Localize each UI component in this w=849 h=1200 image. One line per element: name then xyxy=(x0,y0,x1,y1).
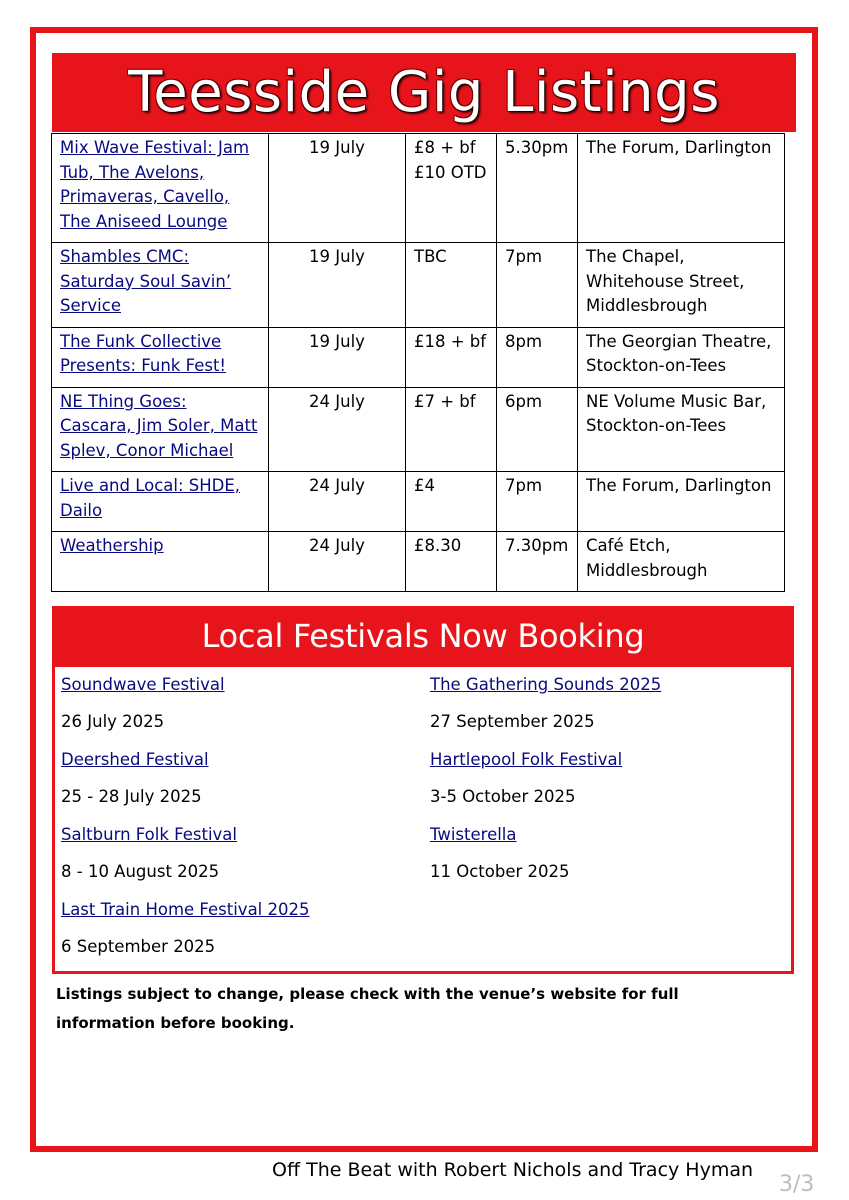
festivals-box xyxy=(52,664,794,974)
gig-venue: The Forum, Darlington xyxy=(578,472,785,532)
festivals-left-column xyxy=(61,667,411,967)
festival-link[interactable]: The Gathering Sounds 2025 xyxy=(430,675,662,694)
list-item xyxy=(430,667,790,742)
gig-price: £18 + bf xyxy=(406,327,497,387)
gig-event-link[interactable]: The Funk Collective Presents: Funk Fest! xyxy=(60,331,227,375)
gig-time: 5.30pm xyxy=(497,134,578,243)
table-row xyxy=(52,243,785,328)
list-item xyxy=(61,667,411,742)
gig-time: 7pm xyxy=(497,472,578,532)
table-row xyxy=(52,387,785,472)
disclaimer-text: Listings subject to change, please check with the venue’s website for full information before booking. xyxy=(56,985,679,1032)
gig-event-link[interactable]: Shambles CMC: Saturday Soul Savin’ Service xyxy=(60,247,232,315)
festivals-heading: Local Festivals Now Booking xyxy=(201,617,645,655)
list-item xyxy=(430,817,790,892)
festival-link[interactable]: Saltburn Folk Festival xyxy=(61,825,237,844)
table-row xyxy=(52,472,785,532)
festival-link[interactable]: Twisterella xyxy=(430,825,517,844)
gig-date: 24 July xyxy=(269,387,406,472)
page-title: Teesside Gig Listings xyxy=(128,60,720,125)
gig-time: 6pm xyxy=(497,387,578,472)
gig-price: £7 + bf xyxy=(406,387,497,472)
festival-date: 26 July 2025 xyxy=(61,712,165,731)
festival-link[interactable]: Hartlepool Folk Festival xyxy=(430,750,623,769)
gig-date: 19 July xyxy=(269,327,406,387)
title-banner xyxy=(52,53,796,132)
table-row xyxy=(52,134,785,243)
list-item xyxy=(61,742,411,817)
festival-link[interactable]: Soundwave Festival xyxy=(61,675,225,694)
gig-event-link[interactable]: Weathership xyxy=(60,536,164,555)
festival-link[interactable]: Last Train Home Festival 2025 xyxy=(61,900,310,919)
table-row xyxy=(52,532,785,592)
festival-link[interactable]: Deershed Festival xyxy=(61,750,209,769)
gig-venue: NE Volume Music Bar, Stockton-on-Tees xyxy=(578,387,785,472)
festivals-right-column xyxy=(430,667,790,892)
festival-date: 8 - 10 August 2025 xyxy=(61,862,220,881)
list-item xyxy=(61,817,411,892)
gig-event-link[interactable]: Live and Local: SHDE, Dailo xyxy=(60,476,241,520)
gig-time: 7pm xyxy=(497,243,578,328)
gig-listings-table xyxy=(51,133,785,592)
page-number: 3/3 xyxy=(779,1172,815,1197)
gig-event-link[interactable]: Mix Wave Festival: Jam Tub, The Avelons, Primaveras, Cavello, The Aniseed Lounge xyxy=(60,138,250,231)
gig-time: 8pm xyxy=(497,327,578,387)
festival-date: 11 October 2025 xyxy=(430,862,570,881)
gig-date: 19 July xyxy=(269,243,406,328)
gig-event-link[interactable]: NE Thing Goes: Cascara, Jim Soler, Matt Splev, Conor Michael xyxy=(60,391,258,460)
gig-venue: The Chapel, Whitehouse Street, Middlesbrough xyxy=(578,243,785,328)
festival-date: 3-5 October 2025 xyxy=(430,787,576,806)
festival-date: 27 September 2025 xyxy=(430,712,595,731)
gig-venue: The Georgian Theatre, Stockton-on-Tees xyxy=(578,327,785,387)
footer-credit: Off The Beat with Robert Nichols and Tracy Hyman xyxy=(272,1159,754,1181)
gig-date: 24 July xyxy=(269,472,406,532)
festival-date: 6 September 2025 xyxy=(61,937,216,956)
gig-venue: Café Etch, Middlesbrough xyxy=(578,532,785,592)
list-item xyxy=(430,742,790,817)
list-item xyxy=(61,892,411,967)
gig-price: £8 + bf £10 OTD xyxy=(406,134,497,243)
gig-venue: The Forum, Darlington xyxy=(578,134,785,243)
table-row xyxy=(52,327,785,387)
gig-date: 19 July xyxy=(269,134,406,243)
festivals-banner xyxy=(52,606,794,666)
gig-price: £4 xyxy=(406,472,497,532)
gig-time: 7.30pm xyxy=(497,532,578,592)
festival-date: 25 - 28 July 2025 xyxy=(61,787,202,806)
gig-price: £8.30 xyxy=(406,532,497,592)
gig-date: 24 July xyxy=(269,532,406,592)
gig-price: TBC xyxy=(406,243,497,328)
